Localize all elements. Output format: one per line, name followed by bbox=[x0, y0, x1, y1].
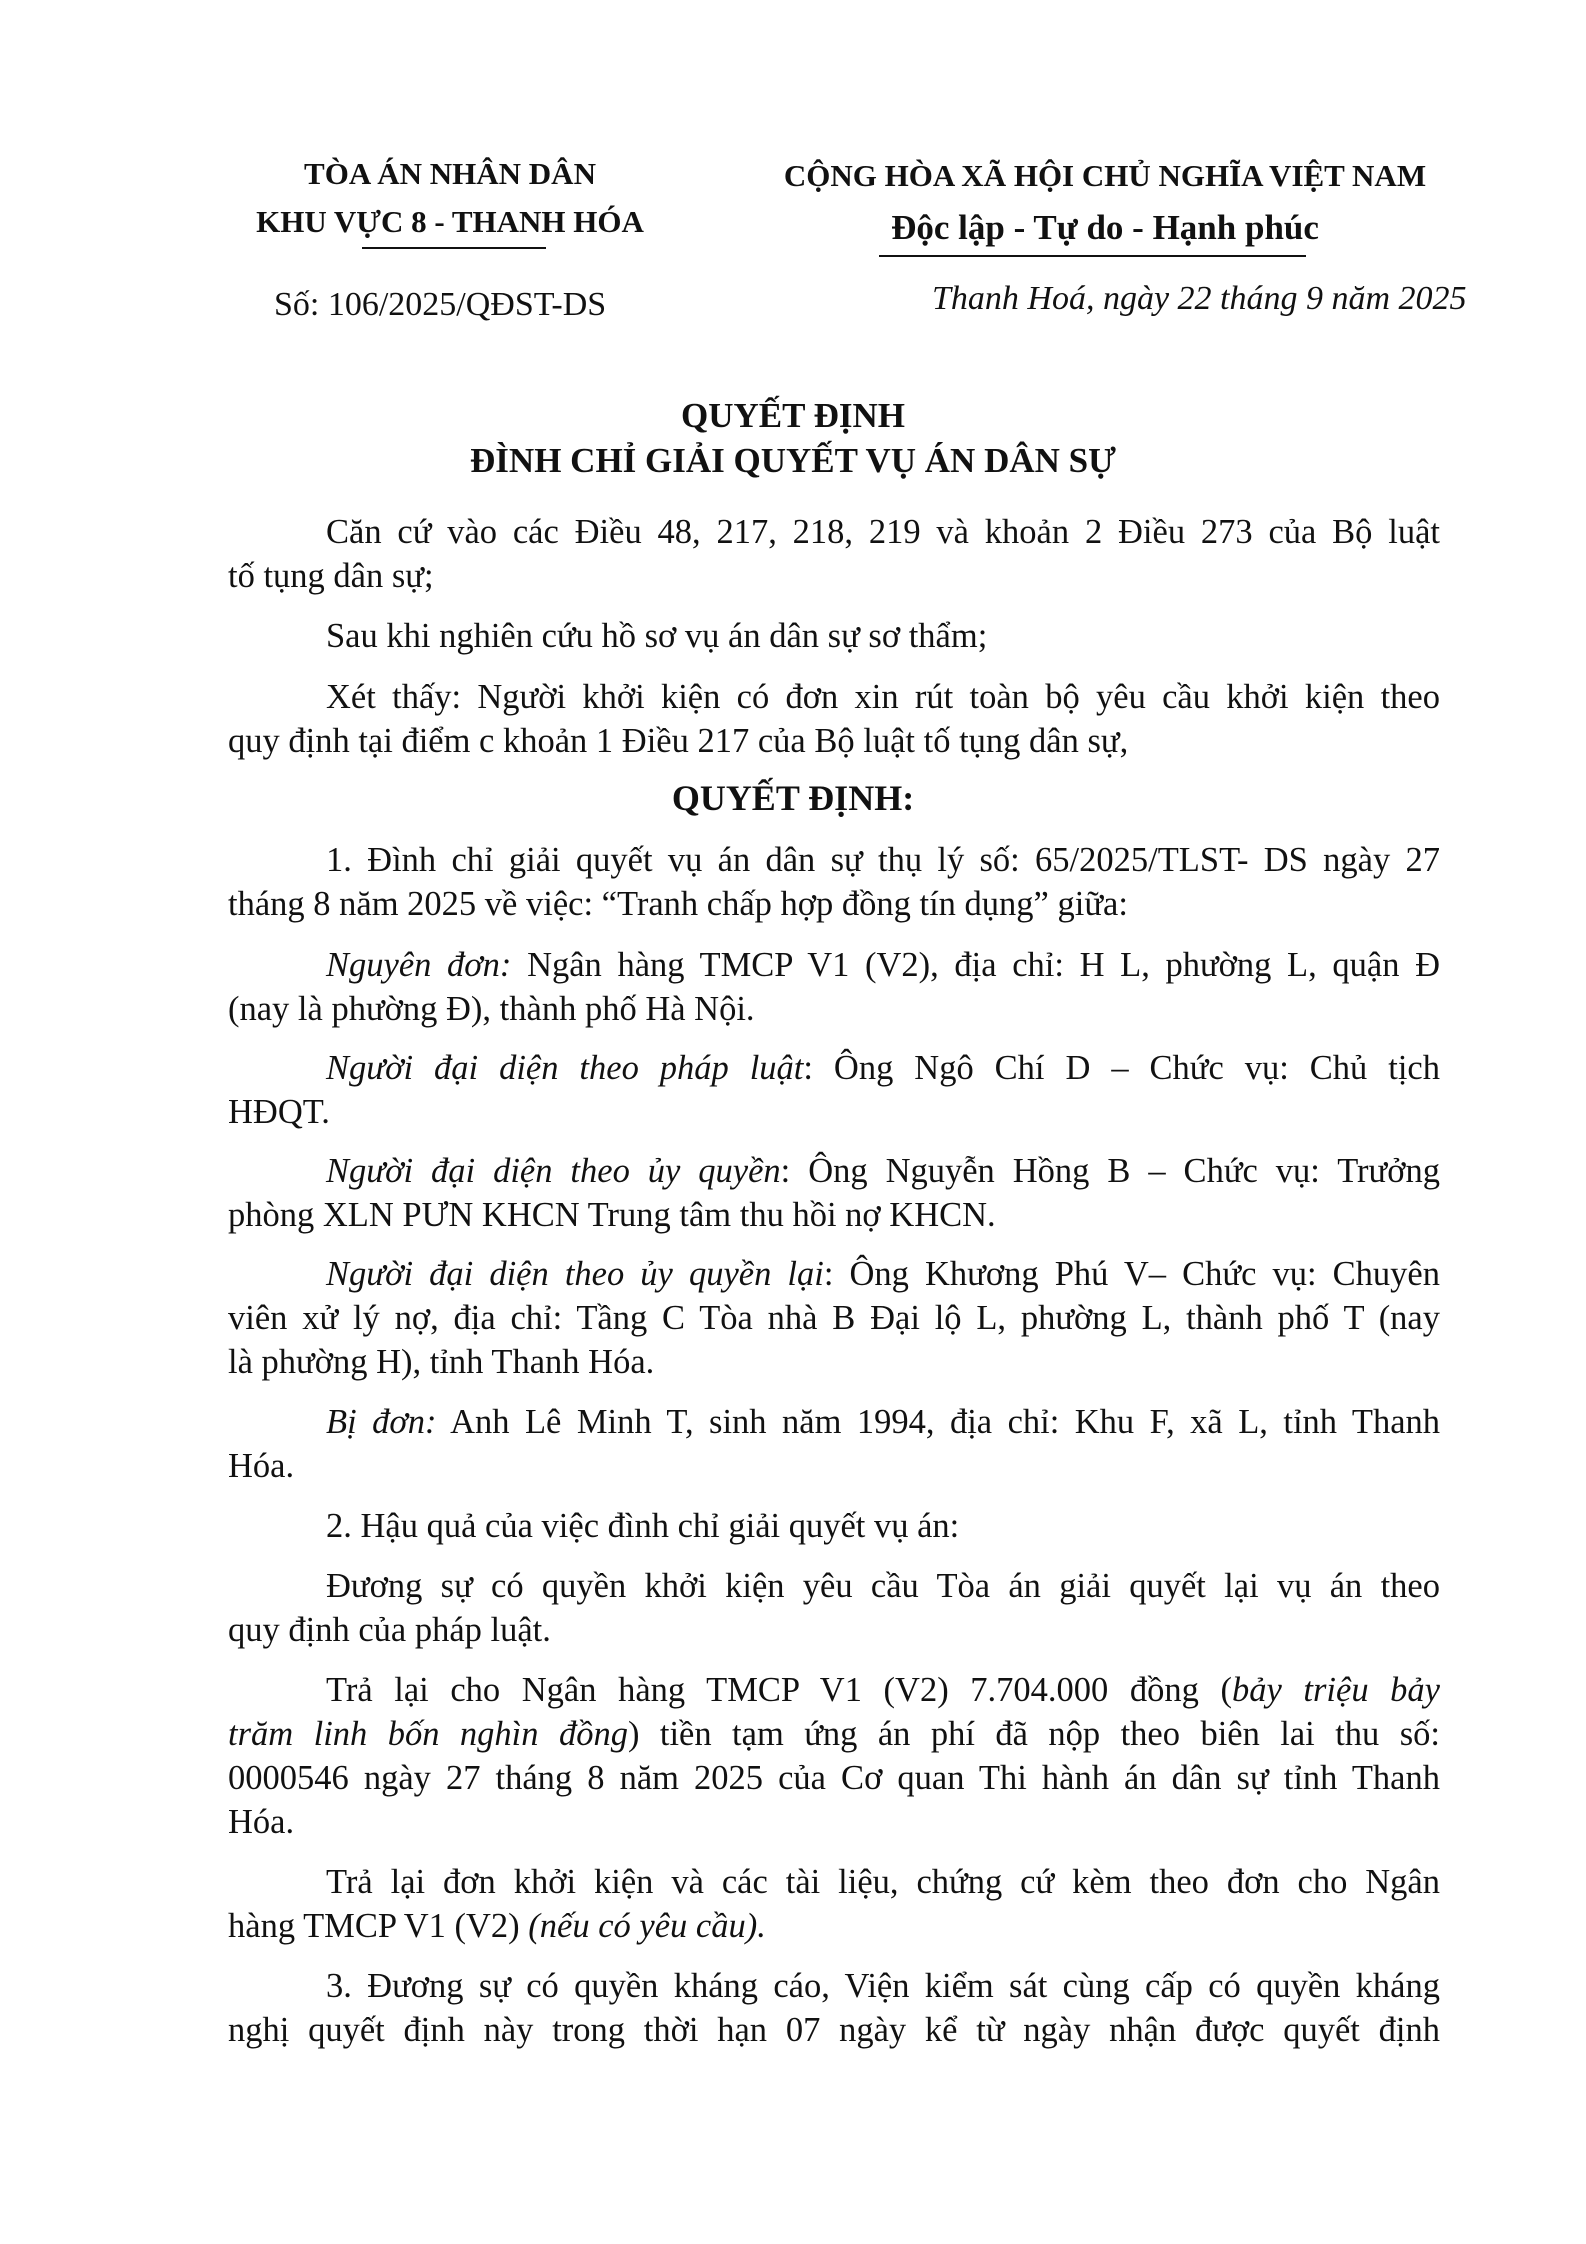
section2-p1-line2: quy định của pháp luật. bbox=[228, 1611, 551, 1649]
sub-rep-label: Người đại diện theo ủy quyền lại bbox=[326, 1255, 824, 1293]
sub-rep-line1 bbox=[326, 1252, 1440, 1296]
defendant-line1 bbox=[326, 1400, 1440, 1444]
section2-p1-line1: Đương sự có quyền khởi kiện yêu cầu Tòa án giải quyết lại vụ án theo bbox=[326, 1567, 1440, 1605]
section2-p3-line1: Trả lại đơn khởi kiện và các tài liệu, chứng cứ kèm theo đơn cho Ngân bbox=[326, 1863, 1440, 1901]
court-name-line1: TÒA ÁN NHÂN DÂN bbox=[304, 156, 596, 191]
legal-rep-text: : Ông Ngô Chí D – Chức vụ: Chủ tịch bbox=[803, 1049, 1440, 1087]
defendant-label: Bị đơn: bbox=[326, 1403, 437, 1441]
preamble-p3-line2: quy định tại điểm c khoản 1 Điều 217 của Bộ luật tố tụng dân sự, bbox=[228, 722, 1129, 760]
national-motto: Độc lập - Tự do - Hạnh phúc bbox=[891, 208, 1319, 247]
legal-rep-label: Người đại diện theo pháp luật bbox=[326, 1049, 804, 1087]
document-title: QUYẾT ĐỊNH bbox=[681, 396, 905, 435]
decision-number: Số: 106/2025/QĐST-DS bbox=[274, 286, 607, 323]
auth-rep-line2: phòng XLN PƯN KHCN Trung tâm thu hồi nợ KHCN. bbox=[228, 1196, 996, 1234]
auth-rep-line1 bbox=[326, 1149, 1440, 1193]
document-subtitle: ĐÌNH CHỈ GIẢI QUYẾT VỤ ÁN DÂN SỰ bbox=[470, 441, 1116, 480]
refund-amount-words-b: trăm linh bốn nghìn đồng bbox=[228, 1715, 628, 1753]
court-name-line2: KHU VỰC 8 - THANH HÓA bbox=[256, 204, 644, 239]
plaintiff-text: Ngân hàng TMCP V1 (V2), địa chỉ: H L, phường L, quận Đ bbox=[511, 946, 1440, 984]
refund-text-b: ) tiền tạm ứng án phí đã nộp theo biên lai thu số: bbox=[627, 1715, 1440, 1753]
decision-heading: QUYẾT ĐỊNH: bbox=[671, 778, 915, 818]
refund-amount-words-a: bảy triệu bảy bbox=[1232, 1671, 1440, 1709]
plaintiff-line1 bbox=[326, 943, 1440, 987]
section2-p2-line3: 0000546 ngày 27 tháng 8 năm 2025 của Cơ quan Thi hành án dân sự tỉnh Thanh bbox=[228, 1759, 1440, 1797]
national-motto-block bbox=[740, 150, 1470, 254]
section2-p2-line4: Hóa. bbox=[228, 1803, 295, 1841]
place-date: Thanh Hoá, ngày 22 tháng 9 năm 2025 bbox=[932, 280, 1467, 317]
motto-underline bbox=[879, 255, 1306, 257]
preamble-p3-line1: Xét thấy: Người khởi kiện có đơn xin rút toàn bộ yêu cầu khởi kiện theo bbox=[326, 678, 1440, 716]
auth-rep-text: : Ông Nguyễn Hồng B – Chức vụ: Trưởng bbox=[780, 1152, 1440, 1190]
plaintiff-line2: (nay là phường Đ), thành phố Hà Nội. bbox=[228, 990, 755, 1028]
sub-rep-line2: viên xử lý nợ, địa chỉ: Tầng C Tòa nhà B Đại lộ L, phường L, thành phố T (nay bbox=[228, 1299, 1440, 1337]
plaintiff-label: Nguyên đơn: bbox=[326, 946, 512, 984]
sub-rep-text: : Ông Khương Phú V– Chức vụ: Chuyên bbox=[823, 1255, 1440, 1293]
preamble-p2: Sau khi nghiên cứu hồ sơ vụ án dân sự sơ thẩm; bbox=[326, 617, 988, 655]
preamble-p1-line1: Căn cứ vào các Điều 48, 217, 218, 219 và khoản 2 Điều 273 của Bộ luật bbox=[326, 513, 1440, 551]
auth-rep-label: Người đại diện theo ủy quyền bbox=[326, 1152, 781, 1190]
section2-heading: 2. Hậu quả của việc đình chỉ giải quyết vụ án: bbox=[326, 1507, 960, 1545]
nation-name: CỘNG HÒA XÃ HỘI CHỦ NGHĨA VIỆT NAM bbox=[783, 158, 1427, 193]
preamble-p1-line2: tố tụng dân sự; bbox=[228, 557, 434, 595]
legal-rep-line2: HĐQT. bbox=[228, 1093, 330, 1131]
section2-p2-line2 bbox=[228, 1712, 1440, 1756]
defendant-line2: Hóa. bbox=[228, 1447, 295, 1485]
return-docs-text: hàng TMCP V1 (V2) bbox=[228, 1907, 529, 1945]
section3-line2: nghị quyết định này trong thời hạn 07 ngày kể từ ngày nhận được quyết định bbox=[228, 2011, 1440, 2049]
section3-line1: 3. Đương sự có quyền kháng cáo, Viện kiểm sát cùng cấp có quyền kháng bbox=[326, 1967, 1440, 2005]
refund-text-a: Trả lại cho Ngân hàng TMCP V1 (V2) 7.704.000 đồng ( bbox=[326, 1671, 1232, 1709]
defendant-text: Anh Lê Minh T, sinh năm 1994, địa chỉ: Khu F, xã L, tỉnh Thanh bbox=[436, 1403, 1441, 1441]
section1-line1: 1. Đình chỉ giải quyết vụ án dân sự thụ lý số: 65/2025/TLST- DS ngày 27 bbox=[326, 841, 1440, 879]
section2-p2-line1 bbox=[326, 1668, 1440, 1712]
return-docs-note: (nếu có yêu cầu). bbox=[528, 1907, 766, 1945]
court-name-block bbox=[220, 150, 680, 246]
section1-line2: tháng 8 năm 2025 về việc: “Tranh chấp hợp đồng tín dụng” giữa: bbox=[228, 885, 1128, 923]
section2-p3-line2 bbox=[228, 1904, 766, 1948]
court-underline bbox=[362, 247, 546, 249]
sub-rep-line3: là phường H), tỉnh Thanh Hóa. bbox=[228, 1343, 655, 1381]
legal-rep-line1 bbox=[326, 1046, 1440, 1090]
